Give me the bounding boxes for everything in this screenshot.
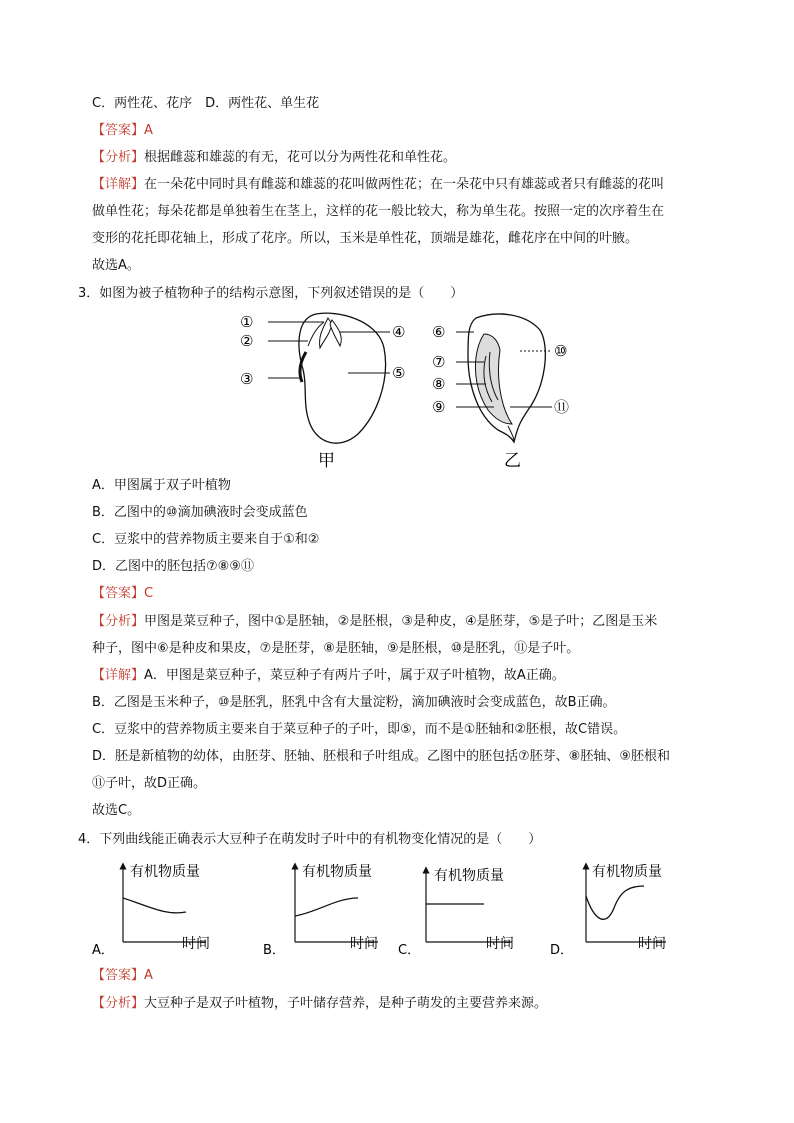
label-2: ② (240, 332, 254, 350)
graph-c-ylabel: 有机物质量 (434, 868, 504, 884)
graph-c-option: C． (398, 943, 421, 958)
detail-text: 在一朵花中同时具有雌蕊和雄蕊的花叫做两性花；在一朵花中只有雄蕊或者只有雌蕊的花叫 (144, 177, 665, 192)
q4-stem: 4．下列曲线能正确表示大豆种子在萌发时子叶中的有机物变化情况的是（ ） (78, 832, 542, 847)
q3-stem: 3．如图为被子植物种子的结构示意图，下列叙述错误的是（ ） (78, 286, 464, 301)
graph-d-option: D． (550, 943, 574, 958)
q2-analysis (92, 148, 456, 168)
graph-d-ylabel: 有机物质量 (592, 864, 662, 880)
graph-b-ylabel: 有机物质量 (302, 864, 372, 880)
graph-a-ylabel: 有机物质量 (130, 864, 200, 880)
label-6: ⑥ (432, 323, 446, 341)
q4-analysis (92, 994, 547, 1014)
q3-analysis-line2: 种子，图中⑥是种皮和果皮，⑦是胚芽，⑧是胚轴，⑨是胚根，⑩是胚乳，⑪是子叶。 (92, 641, 580, 656)
caption-jia: 甲 (318, 451, 335, 471)
q3-conclusion: 故选C。 (92, 803, 141, 818)
label-11: ⑪ (554, 398, 570, 416)
q2-options-cd: C．两性花、花序 D．两性花、单生花 (92, 96, 320, 111)
label-10: ⑩ (554, 342, 568, 360)
graph-a-option: A． (92, 943, 114, 958)
label-3: ③ (240, 370, 254, 388)
detail-tag: 【详解】 (92, 668, 145, 683)
q3-detail-d2: ⑪子叶，故D正确。 (92, 776, 207, 791)
graph-c-xlabel: 时间 (486, 936, 514, 952)
caption-yi: 乙 (504, 451, 521, 471)
seed-diagram (228, 306, 588, 472)
bean-seed (299, 313, 386, 443)
q2-conclusion: 故选A。 (92, 258, 140, 273)
graph-d (550, 863, 666, 958)
label-9: ⑨ (432, 398, 446, 416)
q3-detail-c: C．豆浆中的营养物质主要来自于菜豆种子的子叶，即⑤，而不是①胚轴和②胚根，故C错误。 (92, 722, 627, 737)
answer-tag: 【答案】 (92, 123, 145, 138)
graph-a (92, 863, 210, 958)
q3-option-c: C．豆浆中的营养物质主要来自于①和② (92, 532, 320, 547)
label-4: ④ (392, 323, 406, 341)
q3-option-d: D．乙图中的胚包括⑦⑧⑨⑪ (92, 559, 254, 574)
graph-b (263, 863, 378, 958)
answer-tag: 【答案】 (92, 586, 145, 601)
graph-d-xlabel: 时间 (638, 936, 666, 952)
analysis-text: 大豆种子是双子叶植物，子叶储存营养，是种子萌发的主要营养来源。 (144, 996, 548, 1011)
answer-tag: 【答案】 (92, 968, 145, 983)
detail-text: A．甲图是菜豆种子，菜豆种子有两片子叶，属于双子叶植物，故A正确。 (144, 668, 565, 683)
label-5: ⑤ (392, 364, 406, 382)
q2-detail-line3: 变形的花托即花轴上，形成了花序。所以，玉米是单性花，顶端是雄花，雌花序在中间的叶腋。 (92, 231, 639, 246)
graph-c (398, 867, 514, 958)
analysis-tag: 【分析】 (92, 996, 145, 1011)
q4-answer (92, 966, 153, 986)
q3-option-a: A．甲图属于双子叶植物 (92, 478, 231, 493)
answer-value: A (144, 123, 153, 138)
label-7: ⑦ (432, 353, 446, 371)
label-8: ⑧ (432, 375, 446, 393)
analysis-text: 根据雌蕊和雄蕊的有无，花可以分为两性花和单性花。 (144, 150, 457, 165)
label-1: ① (240, 313, 254, 331)
graph-a-xlabel: 时间 (182, 936, 210, 952)
q2-detail-line1 (92, 175, 664, 195)
q4-graph-options (88, 856, 688, 962)
q2-detail-line2: 做单性花；每朵花都是单独着生在茎上，这样的花一般比较大，称为单生花。按照一定的次序着生在 (92, 204, 665, 219)
analysis-text: 甲图是菜豆种子，图中①是胚轴，②是胚根，③是种皮，④是胚芽，⑤是子叶；乙图是玉米 (144, 614, 658, 629)
graph-b-xlabel: 时间 (350, 936, 378, 952)
q3-analysis-line1 (92, 612, 657, 632)
analysis-tag: 【分析】 (92, 614, 145, 629)
q3-option-b: B．乙图中的⑩滴加碘液时会变成蓝色 (92, 505, 308, 520)
analysis-tag: 【分析】 (92, 150, 145, 165)
q3-detail-a (92, 666, 565, 686)
q3-detail-b: B．乙图是玉米种子，⑩是胚乳，胚乳中含有大量淀粉，滴加碘液时会变成蓝色，故B正确。 (92, 695, 616, 710)
corn-seed (468, 314, 545, 442)
answer-value: C (144, 586, 154, 601)
answer-value: A (144, 968, 153, 983)
detail-tag: 【详解】 (92, 177, 145, 192)
graph-b-option: B． (263, 943, 285, 958)
q3-answer (92, 584, 153, 604)
q3-detail-d1: D．胚是新植物的幼体，由胚芽、胚轴、胚根和子叶组成。乙图中的胚包括⑦胚芽、⑧胚轴、⑨胚根和 (92, 749, 670, 764)
q2-answer (92, 121, 153, 141)
